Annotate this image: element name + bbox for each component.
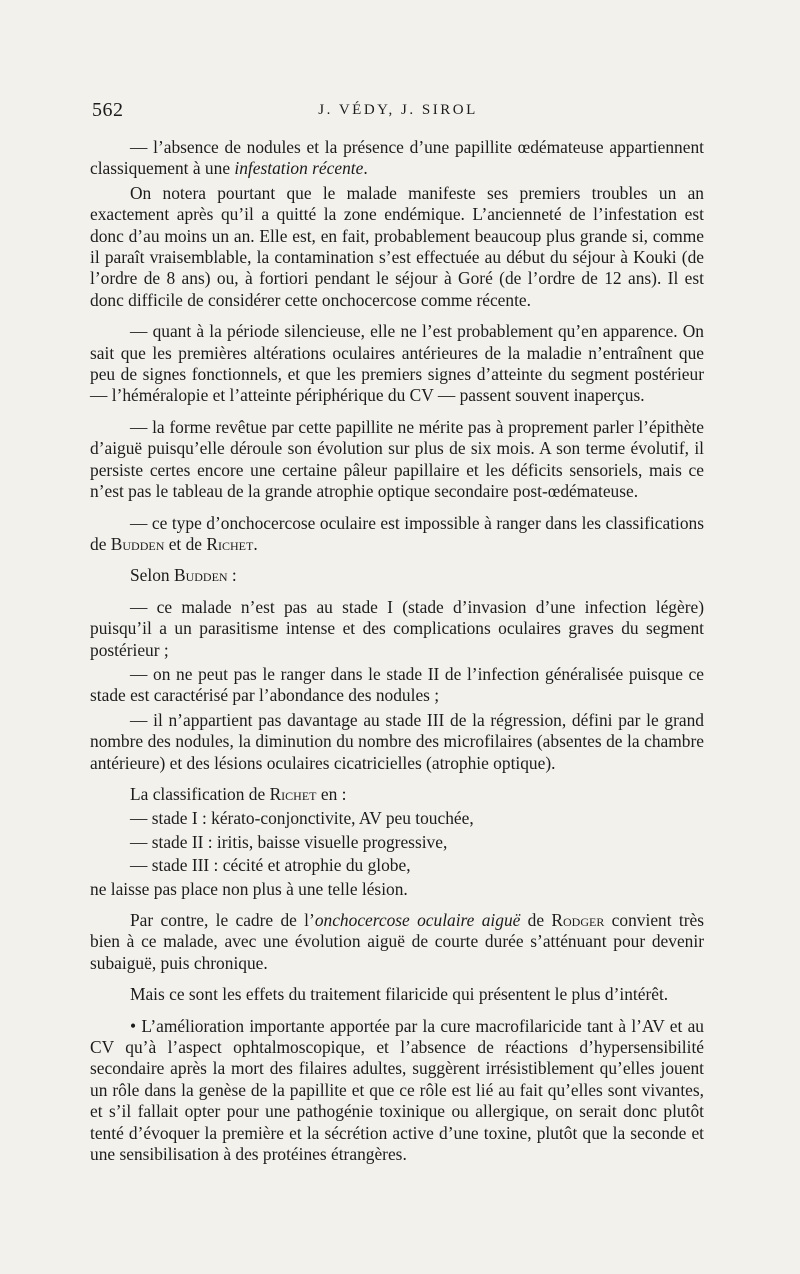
author-rodger: Rodger bbox=[551, 910, 605, 930]
list-item-stade-2: — stade II : iritis, baisse visuelle progressive, bbox=[130, 831, 448, 852]
text: de bbox=[520, 910, 552, 930]
author-richet: Richet bbox=[269, 783, 317, 804]
emphasis-onchocercose-aigue: onchocercose oculaire aiguë bbox=[314, 910, 521, 930]
text: — ce type d’onchocercose oculaire est impossible à ranger dans les classifications de bbox=[90, 512, 704, 554]
paragraph-traitement-filaricide: Mais ce sont les effets du traitement filaricide qui présentent le plus d’intérêt. bbox=[130, 984, 669, 1005]
text: en : bbox=[316, 783, 347, 804]
paragraph-classifications bbox=[90, 513, 704, 556]
text: convient très bien à ce malade, avec une évolution aiguë de courte durée s’atténuant pour devenir subaiguë, puis chronique. bbox=[90, 910, 704, 973]
author-richet: Richet bbox=[206, 533, 254, 554]
paragraph-stade-1: — ce malade n’est pas au stade I (stade d’invasion d’une infection légère) puisqu’il a un parasitisme intense et des complications oculaires graves du segment postérieur ; bbox=[90, 596, 704, 660]
running-head: J. VÉDY, J. SIROL bbox=[318, 102, 478, 118]
text: . bbox=[363, 158, 368, 179]
paragraph-classification-richet bbox=[90, 784, 704, 805]
emphasis-infestation-recente: infestation récente bbox=[234, 158, 364, 179]
paragraph-stade-2: — on ne peut pas le ranger dans le stade II de l’infection généralisée puisque ce stade est caractérisé par l’abondance des nodules ; bbox=[90, 663, 704, 706]
text: — l’absence de nodules et la présence d’une papillite œdémateuse appartiennent classiquement à une bbox=[90, 137, 704, 179]
text: : bbox=[227, 565, 237, 586]
body-text bbox=[90, 137, 704, 1175]
author-budden: Budden bbox=[110, 533, 165, 554]
text: Selon bbox=[130, 565, 174, 586]
paragraph-stade-3: — il n’appartient pas davantage au stade III de la régression, défini par le grand nombre des nodules, la diminution du nombre des microfilaires (absentes de la chambre antérieure) et des lésions oculaires cicatricielles (atrophie optique). bbox=[90, 709, 704, 773]
paragraph-periode-silencieuse: — quant à la période silencieuse, elle ne l’est probablement qu’en apparence. On sait que les premières altérations oculaires antérieures de la maladie n’entraînent que peu de signes fonctionnels, et que les premiers signes d’atteinte du segment postérieur — l’héméralopie et l’atteinte périphérique du CV — passent souvent inaperçus. bbox=[90, 321, 704, 406]
paragraph-absence-nodules bbox=[90, 137, 704, 180]
paragraph-selon-budden bbox=[90, 565, 704, 586]
paragraph-forme-papillite: — la forme revêtue par cette papillite ne mérite pas à proprement parler l’épithète d’aiguë puisqu’elle déroule son évolution sur plus de six mois. A son terme évolutif, il persiste certes encore une certaine pâleur papillaire et les déficits sensoriels, mais ce n’est pas le tableau de la grande atrophie optique secondaire post-œdémateuse. bbox=[90, 416, 704, 502]
text: Par contre, le cadre de l’ bbox=[130, 910, 315, 930]
text: La classification de bbox=[130, 783, 270, 804]
author-budden: Budden bbox=[173, 565, 228, 586]
page-number: 562 bbox=[92, 99, 124, 121]
text: . bbox=[253, 533, 258, 554]
paragraph-par-contre bbox=[90, 910, 704, 974]
paragraph-amelioration: • L’amélioration importante apportée par la cure macrofilaricide tant à l’AV et au CV qu’à l’aspect ophtalmoscopique, et l’absence de réactions d’hypersensibilité secondaire après la mort des filaires adultes, suggèrent irrésistiblement qu’elles jouent un rôle dans la genèse de la papillite et que ce rôle est lié au fait qu’elles sont vivantes, et s’il fallait opter pour une pathogénie toxinique ou allergique, on serait donc plutôt tenté d’évoquer la première et la sécrétion active d’une toxine, plutôt que la seconde et une sensibilisation à des protéines étrangères. bbox=[90, 1015, 704, 1165]
text: et de bbox=[164, 533, 207, 554]
list-item-stade-3: — stade III : cécité et atrophie du globe, bbox=[130, 855, 411, 876]
list-item-stade-1: — stade I : kérato-conjonctivite, AV peu touchée, bbox=[130, 808, 474, 829]
paragraph-anciennete: On notera pourtant que le malade manifeste ses premiers troubles un an exactement après qu’il a quitté la zone endémique. L’ancienneté de l’infestation est donc d’au moins un an. Elle est, en fait, probablement beaucoup plus grande si, comme il paraît vraisemblable, la contamination s’est effectuée au début du séjour à Kouki (de l’ordre de 8 ans) ou, à fortiori pendant le séjour à Goré (de l’ordre de 12 ans). Il est donc difficile de considérer cette onchocercose comme récente. bbox=[90, 182, 704, 310]
paragraph-ne-laisse-pas: ne laisse pas place non plus à une telle lésion. bbox=[90, 878, 408, 899]
page-header bbox=[92, 99, 704, 125]
